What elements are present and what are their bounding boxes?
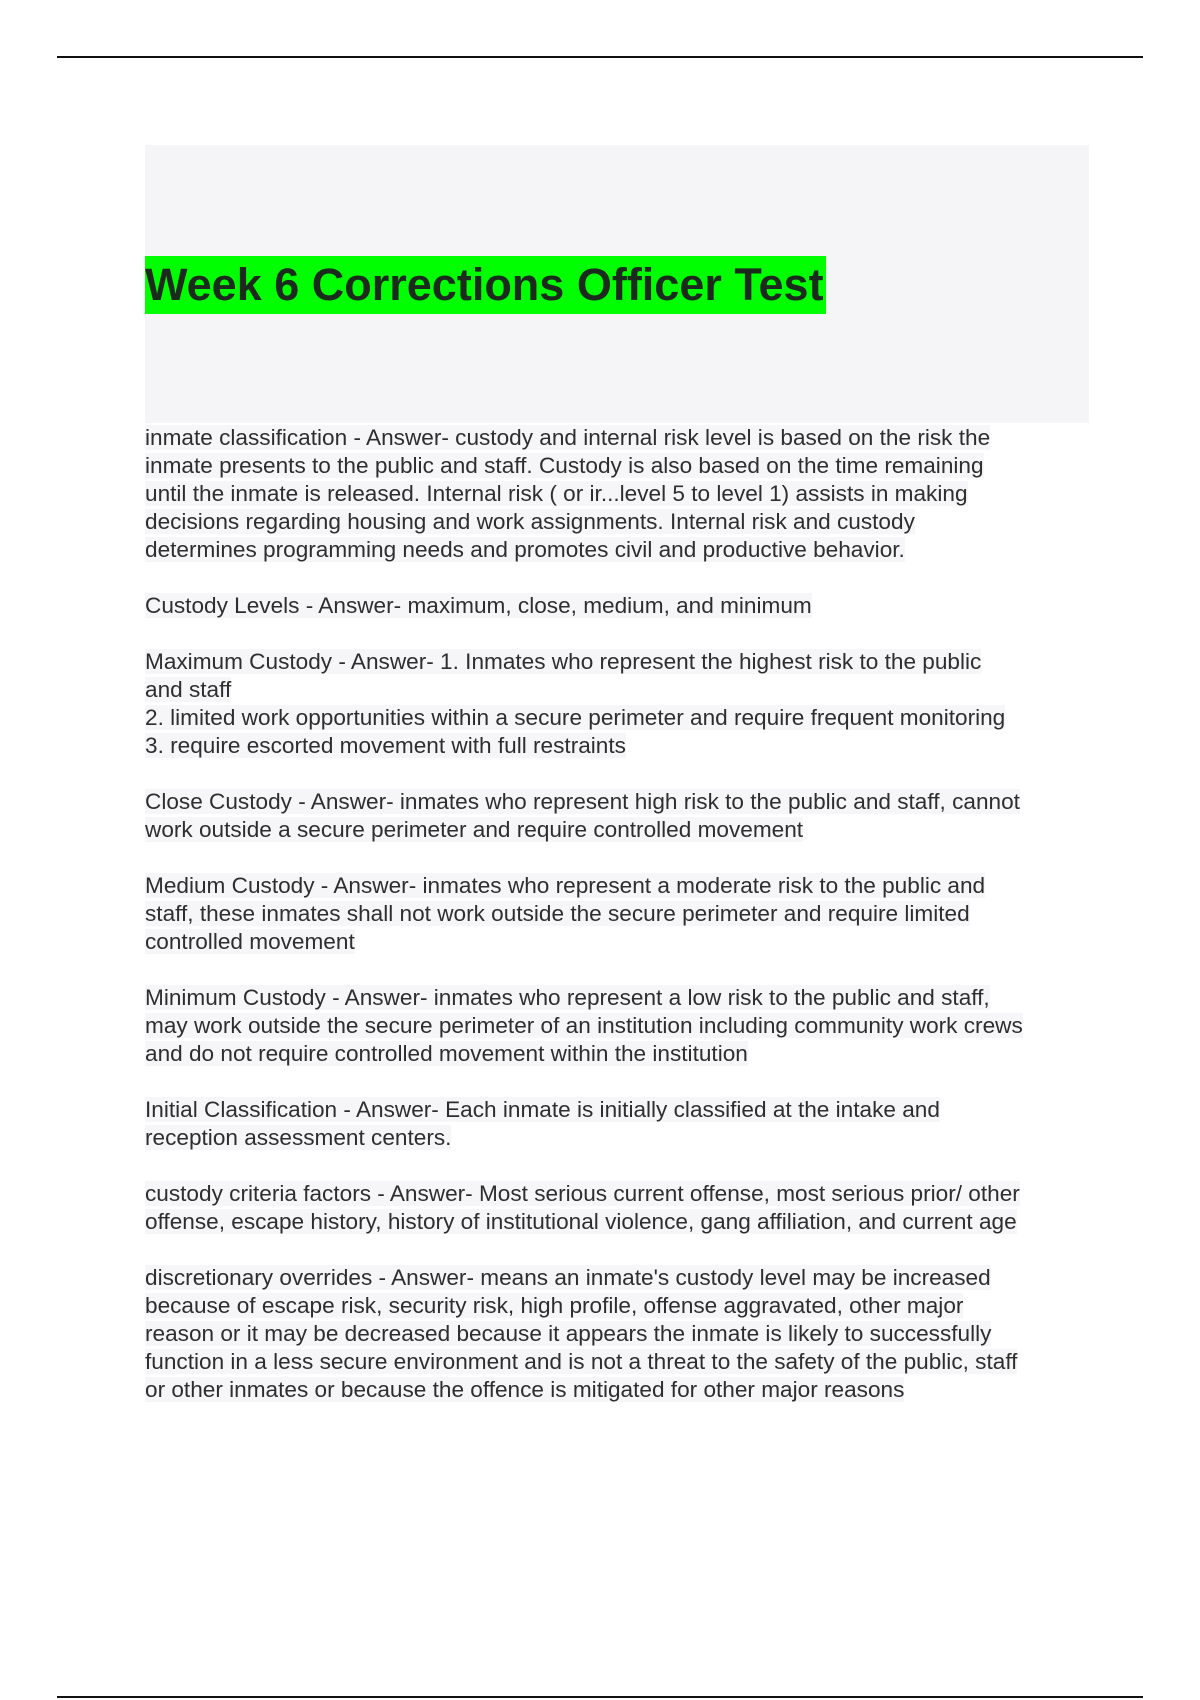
qa-entry-custody-levels	[145, 592, 1095, 620]
bottom-rule	[57, 1696, 1143, 1698]
qa-entry-text: Initial Classification - Answer- Each inmate is initially classified at the intake and reception assessment centers.	[145, 1097, 940, 1150]
qa-entry-maximum-custody	[145, 648, 1095, 760]
qa-entry-text: custody criteria factors - Answer- Most serious current offense, most serious prior/ other offense, escape history, history of institutional violence, gang affiliation, and current age	[145, 1181, 1020, 1234]
qa-entry-discretionary-overrides	[145, 1264, 1095, 1404]
qa-entry-medium-custody	[145, 872, 1095, 956]
qa-entry-inmate-classification	[145, 424, 1095, 564]
qa-entry-text: inmate classification - Answer- custody and internal risk level is based on the risk the inmate presents to the public and staff. Custody is also based on the time remaining until the inmate is released. Internal risk ( or ir...level 5 to level 1) assists in making decisions regarding housing and work assignments. Internal risk and custody determines programming needs and promotes civil and productive behavior.	[145, 425, 991, 562]
qa-entry-text: Custody Levels - Answer- maximum, close, medium, and minimum	[145, 593, 812, 618]
page-title: Week 6 Corrections Officer Test	[145, 256, 826, 314]
qa-entry-text: discretionary overrides - Answer- means an inmate's custody level may be increased because of escape risk, security risk, high profile, offense aggravated, other major reason or it may be decreased because it appears the inmate is likely to successfully function in a less secure environment and is not a threat to the safety of the public, staff or other inmates or because the offence is mitigated for other major reasons	[145, 1265, 1018, 1402]
qa-entry-text: Maximum Custody - Answer- 1. Inmates who represent the highest risk to the public and staff 2. limited work opportunities within a secure perimeter and require frequent monitoring 3. require escorted movement with full restraints	[145, 649, 1006, 758]
qa-entry-custody-criteria-factors	[145, 1180, 1095, 1236]
top-rule	[57, 56, 1143, 58]
qa-entry-minimum-custody	[145, 984, 1095, 1068]
qa-entry-text: Minimum Custody - Answer- inmates who represent a low risk to the public and staff, may work outside the secure perimeter of an institution including community work crews and do not require controlled movement within the institution	[145, 985, 1023, 1066]
qa-entry-close-custody	[145, 788, 1095, 844]
qa-entry-text: Medium Custody - Answer- inmates who represent a moderate risk to the public and staff, these inmates shall not work outside the secure perimeter and require limited controlled movement	[145, 873, 986, 954]
document-body	[145, 424, 1095, 1432]
qa-entry-text: Close Custody - Answer- inmates who represent high risk to the public and staff, cannot work outside a secure perimeter and require controlled movement	[145, 789, 1020, 842]
qa-entry-initial-classification	[145, 1096, 1095, 1152]
